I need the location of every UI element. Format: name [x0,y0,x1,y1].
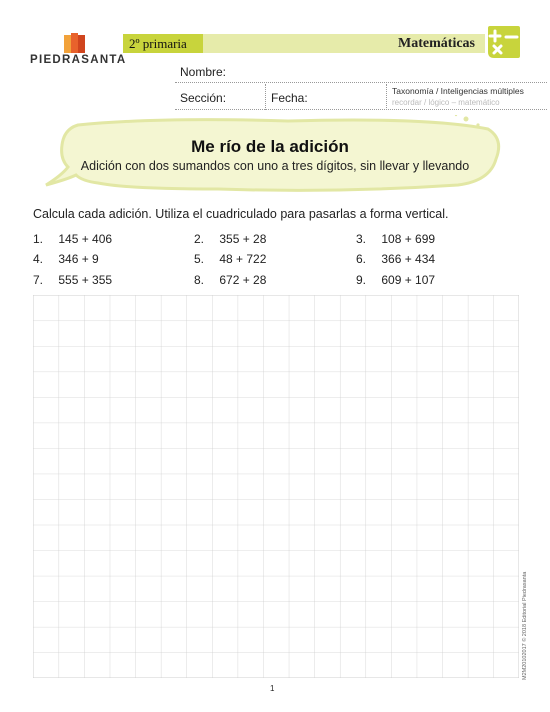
problem-expression: 48 + 722 [219,252,267,266]
instruction-text: Calcula cada adición. Utiliza el cuadriculado para pasarlas a forma vertical. [33,207,449,221]
problem-expression: 366 + 434 [381,252,436,266]
section-field-line [175,109,547,110]
problem-item [33,273,112,287]
field-divider [386,84,387,110]
problem-number: 2. [194,232,205,246]
problem-expression: 609 + 107 [381,273,436,287]
section-label: Sección: [180,91,227,105]
taxonomy-title: Taxonomía / Inteligencias múltiples [392,86,524,96]
problem-number: 6. [356,252,367,266]
problem-expression: 346 + 9 [58,252,99,266]
problem-item [194,232,266,246]
book-logo-icon [62,31,88,55]
problem-expression: 355 + 28 [219,232,267,246]
problem-expression: 555 + 355 [58,273,113,287]
problem-item [356,232,435,246]
date-label: Fecha: [271,91,308,105]
problem-item [194,252,266,266]
problem-number: 7. [33,273,44,287]
problem-number: 9. [356,273,367,287]
worksheet-subtitle: Adición con dos sumandos con uno a tres dígitos, sin llevar y llevando [80,159,470,173]
work-grid[interactable] [33,295,519,678]
problem-number: 5. [194,252,205,266]
field-divider [265,84,266,110]
subject-label: Matemáticas [398,36,475,51]
problem-expression: 145 + 406 [58,232,113,246]
name-label: Nombre: [180,65,227,79]
copyright-note: M2M20102017 © 2018 Editorial Piedrasanta [522,571,528,680]
problem-expression: 672 + 28 [219,273,267,287]
problem-number: 3. [356,232,367,246]
plus-minus-times-icon [486,24,522,60]
page-number: 1 [270,684,275,693]
worksheet-title: Me río de la adición [191,137,349,156]
problem-expression: 108 + 699 [381,232,436,246]
problem-number: 4. [33,252,44,266]
publisher-logo-text: PIEDRASANTA [30,54,127,66]
problem-item [356,273,435,287]
grade-label: 2º primaria [129,36,187,51]
name-field-line [175,82,547,83]
problem-item [33,252,99,266]
taxonomy-values: recordar / lógico – matemático [392,98,500,107]
problem-number: 8. [194,273,205,287]
problem-item [194,273,266,287]
problem-number: 1. [33,232,44,246]
problem-item [33,232,112,246]
problem-item [356,252,435,266]
